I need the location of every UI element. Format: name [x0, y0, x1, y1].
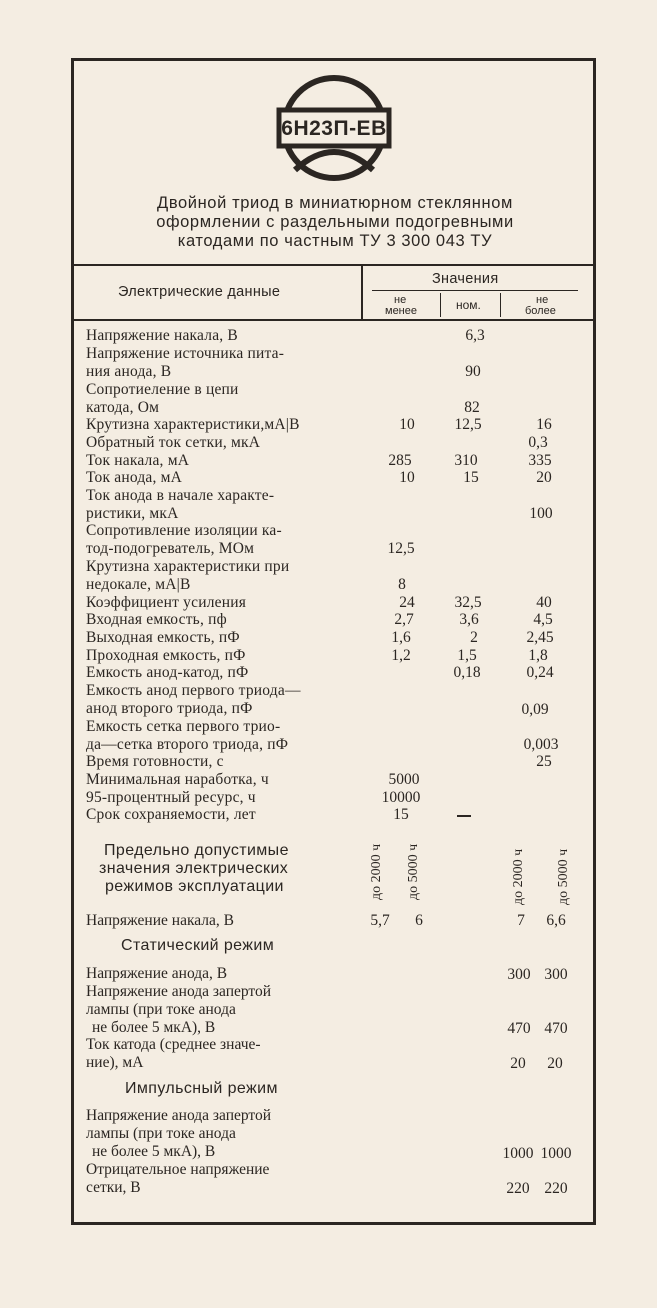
- min-value: 5000: [388, 771, 420, 788]
- row-label: Выходная емкость, пФ: [86, 629, 240, 646]
- limit-value: 6: [415, 912, 423, 929]
- limit-value: 6,6: [546, 912, 566, 929]
- static-value: 300: [544, 966, 568, 983]
- table-header-rule: [74, 319, 593, 321]
- tube-type-label: 6Н23П-ЕВ: [281, 117, 387, 140]
- title-line: катодами по частным ТУ 3 300 043 ТУ: [177, 232, 493, 250]
- max-value: 2,45: [526, 629, 554, 646]
- row-label: Напряжение источника пита-: [86, 345, 285, 362]
- max-header-line: более: [525, 305, 556, 317]
- static-row-label: Напряжение анода запертой: [86, 983, 272, 1000]
- nom-value: 82: [464, 399, 480, 416]
- min-header-line: менее: [385, 305, 417, 317]
- limits-heading-line: Предельно допустимые: [104, 842, 289, 859]
- row-label: 95-процентный ресурс, ч: [86, 789, 256, 806]
- title-line: Двойной триод в миниатюрном стеклянном: [157, 194, 513, 212]
- limits-heading-line: режимов эксплуатации: [105, 878, 284, 895]
- row-label: Проходная емкость, пФ: [86, 647, 246, 664]
- row-label: тод-подогреватель, МОм: [86, 540, 255, 557]
- row-label: Ток анода, мА: [86, 469, 183, 486]
- max-header-line: не: [536, 294, 549, 306]
- subcol-divider: [440, 293, 441, 317]
- row-label: Ток накала, мА: [86, 452, 190, 469]
- nom-value: 310: [454, 452, 478, 469]
- min-value: 1,6: [391, 629, 411, 646]
- max-value: 20: [536, 469, 552, 486]
- row-label: Время готовности, с: [86, 753, 224, 770]
- row-label: анод второго триода, пФ: [86, 700, 253, 717]
- static-row-label: лампы (при токе анода: [86, 1001, 236, 1018]
- row-label: ния анода, В: [86, 363, 172, 380]
- static-value: 20: [547, 1055, 563, 1072]
- nom-value: 3,6: [459, 611, 479, 628]
- pulse-value: 220: [544, 1180, 568, 1197]
- row-label: Обратный ток сетки, мкА: [86, 434, 261, 451]
- min-value: 12,5: [387, 540, 415, 557]
- max-value: 16: [536, 416, 552, 433]
- pulse-value: 220: [506, 1180, 530, 1197]
- row-label: Напряжение накала, В: [86, 327, 238, 344]
- title-line: оформлении с раздельными подогревными: [156, 213, 514, 231]
- static-row-label: не более 5 мкА), В: [92, 1019, 216, 1036]
- min-value: 15: [393, 806, 409, 823]
- max-value: 0,24: [526, 664, 554, 681]
- limit-value: 7: [517, 912, 525, 929]
- dash-mark: [457, 815, 471, 817]
- row-label: Крутизна характеристики,мА|В: [86, 416, 300, 433]
- min-header-line: не: [394, 294, 407, 306]
- max-value: 0,09: [521, 701, 549, 718]
- pulse-row-label: не более 5 мкА), В: [92, 1143, 216, 1160]
- min-value: 1,2: [391, 647, 411, 664]
- static-row-label: Ток катода (среднее значе-: [86, 1036, 261, 1053]
- min-value: 285: [388, 452, 412, 469]
- nom-value: 1,5: [457, 647, 477, 664]
- row-label: недокале, мА|В: [86, 576, 191, 593]
- max-value: 4,5: [533, 611, 553, 628]
- pulse-mode-title: Импульсный режим: [125, 1080, 278, 1097]
- row-label: Сопротивление изоляции ка-: [86, 522, 282, 539]
- row-label: Коэффициент усиления: [86, 594, 247, 611]
- row-label: Ток анода в начале характе-: [86, 487, 275, 504]
- max-value: 40: [536, 594, 552, 611]
- min-value: 10: [399, 416, 415, 433]
- static-mode-title: Статический режим: [121, 937, 275, 954]
- nom-header: ном.: [456, 298, 481, 312]
- pulse-row-label: лампы (при токе анода: [86, 1125, 236, 1142]
- row-label: Срок сохраняемости, лет: [86, 806, 256, 823]
- row-label: Емкость анод первого триода—: [86, 682, 301, 699]
- pulse-value: 1000: [502, 1145, 534, 1162]
- max-value: 0,3: [528, 434, 548, 451]
- row-label: катода, Ом: [86, 399, 160, 416]
- duration-label: до 2000 ч: [369, 843, 384, 900]
- pulse-row-label: Отрицательное напряжение: [86, 1161, 270, 1178]
- row-label: Входная емкость, пф: [86, 611, 227, 628]
- row-label: Емкость анод-катод, пФ: [86, 664, 249, 681]
- static-value: 300: [507, 966, 531, 983]
- nom-value: 12,5: [454, 416, 482, 433]
- max-value: 100: [529, 505, 553, 522]
- row-label: да—сетка второго триода, пФ: [86, 736, 289, 753]
- duration-label: до 5000 ч: [556, 848, 571, 905]
- page-title: [80, 194, 590, 251]
- static-value: 20: [510, 1055, 526, 1072]
- subcol-divider: [500, 293, 501, 317]
- row-label: Сопротиеление в цепи: [86, 381, 239, 398]
- column-divider: [361, 266, 363, 319]
- row-label: Крутизна характеристики при: [86, 558, 290, 575]
- min-value: 10: [399, 469, 415, 486]
- row-label: Минимальная наработка, ч: [86, 771, 269, 788]
- max-value: 25: [536, 753, 552, 770]
- max-value: 0,003: [523, 736, 559, 753]
- limit-row-label: Напряжение накала, В: [86, 912, 234, 929]
- static-value: 470: [544, 1020, 568, 1037]
- static-value: 470: [507, 1020, 531, 1037]
- min-value: 2,7: [394, 611, 414, 628]
- pulse-row-label: Напряжение анода запертой: [86, 1107, 272, 1124]
- duration-label: до 5000 ч: [406, 843, 421, 900]
- max-value: 1,8: [528, 647, 548, 664]
- pulse-value: 1000: [540, 1145, 572, 1162]
- table-top-rule: [74, 264, 593, 266]
- param-column-header: Электрические данные: [118, 284, 281, 300]
- row-label: Емкость сетка первого трио-: [86, 718, 281, 735]
- nom-value: 15: [463, 469, 479, 486]
- limits-heading-line: значения электрических: [99, 860, 289, 877]
- limit-value: 5,7: [370, 912, 390, 929]
- min-value: 8: [398, 576, 406, 593]
- static-row-label: ние), мА: [86, 1054, 144, 1071]
- nom-value: 6,3: [465, 327, 485, 344]
- values-column-header: Значения: [432, 271, 499, 287]
- pulse-row-label: сетки, В: [86, 1179, 141, 1196]
- nom-value: 90: [465, 363, 481, 380]
- nom-value: 32,5: [454, 594, 482, 611]
- static-row-label: Напряжение анода, В: [86, 965, 228, 982]
- min-value: 24: [399, 594, 415, 611]
- duration-label: до 2000 ч: [511, 848, 526, 905]
- min-value: 10000: [381, 789, 421, 806]
- max-value: 335: [528, 452, 552, 469]
- values-subrule: [372, 290, 578, 291]
- nom-value: 2: [470, 629, 478, 646]
- nom-value: 0,18: [453, 664, 481, 681]
- row-label: ристики, мкА: [86, 505, 179, 522]
